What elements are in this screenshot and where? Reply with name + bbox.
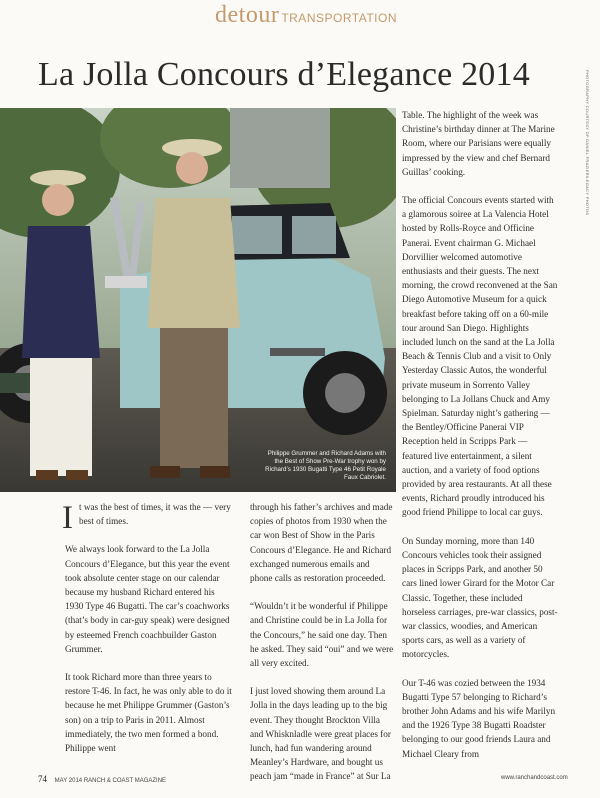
feature-photo	[0, 108, 396, 492]
section-header	[215, 2, 397, 29]
paragraph: “Wouldn’t it be wonderful if Philippe and Christine could be in La Jolla for the Concours,” he said one day. Then he asked. They said “oui” and we were all very excited.	[250, 601, 394, 669]
paragraph: I just loved showing them around La Jolla in the days leading up to the big event. They thought Brockton Villa and Whisknladle were great places for lunch, had fun wandering around Meanley’s Hardware, and bought us peach jam “made in France” at Sur La	[250, 686, 391, 782]
page-footer	[38, 774, 166, 784]
photo-caption: Philippe Grummer and Richard Adams with the Best of Show Pre-War trophy won by Richard’s 1930 Bugatti Type 46 Petit Royale Faux Cabriolet.	[265, 450, 386, 481]
footer-url: www.ranchandcoast.com	[501, 775, 568, 781]
section-name: detour	[215, 2, 280, 28]
article-column-1	[62, 500, 233, 769]
article-column-3	[402, 108, 558, 775]
drop-cap: I	[62, 500, 73, 536]
paragraph-text: t was the best of times, it was the — very best of times.	[79, 502, 231, 527]
paragraph: through his father’s archives and made copies of photos from 1930 when the car won Best of Show in the Paris Concours d’Elegance. He and Richard exchanged numerous emails and phone calls as restoration proceeded.	[250, 502, 393, 584]
paragraph: Our T-46 was cozied between the 1934 Bugatti Type 57 belonging to Richard’s brother John Adams and his wife Marilyn and the 1926 Type 38 Bugatti Roadster belonging to our good friends Laura and Michael Cleary from	[402, 677, 556, 759]
issue-date: MAY 2014	[54, 778, 83, 784]
paragraph	[62, 500, 233, 536]
paragraph: On Sunday morning, more than 140 Concours vehicles took their assigned places in Scripps Park, and another 50 cars lined lower Girard for the Motor Car Classic. Together, these included horseless carriages, pre-war classics, post-war classics, woodies, and American sports cars, as well as a variety of motorcycles.	[402, 535, 558, 660]
paragraph: We always look forward to the La Jolla Concours d’Elegance, but this year the event took absolute center stage on our calendar because my husband Richard entered his 1930 Type 46 Bugatti. The car’s coachworks (that’s body in car-guy speak) were designed by esteemed French coachbuilder Gaston Grummer.	[65, 544, 230, 654]
page-number: 74	[38, 774, 47, 784]
paragraph: It took Richard more than three years to restore T-46. In fact, he was only able to do it because he met Philippe Grummer (Gaston’s son) on a trip to Paris in 2011. Almost immediately, the two men formed a bond. Philippe went	[65, 672, 232, 754]
magazine-name: RANCH & COAST MAGAZINE	[83, 778, 167, 784]
paragraph: The official Concours events started with a glamorous soiree at La Valencia Hotel hosted by Rolls-Royce and Officine Panerai. Event chairman G. Michael Dorvillier welcomed automotive enthusiasts and their guests. The next morning, the crowd reconvened at the San Diego Automotive Museum for a quick breakfast before taking off on a 60-mile tour around San Diego. Highlights included lunch on the sand at the La Jolla Beach & Tennis Club and a visit to Only Yesterday Classic Autos, the wonderful private museum in Sorrento Valley belonging to La Jollans Chuck and Amy Spielman. Saturday night’s gathering — the Bentley/Officine Panerai VIP Reception held in Scripps Park — featured live entertainment, a silent auction, and a variety of food options provided by area restaurants. At all these events, Richard proudly introduced his good friend Philippe to local car guys.	[402, 195, 558, 518]
photo-credit: PHOTOGRAPHY COURTESY OF DANIEL FRAZIER/LEGACY PHOTOS	[585, 70, 590, 216]
section-subtitle: TRANSPORTATION	[281, 11, 397, 25]
concours-photo-illustration	[0, 108, 396, 492]
article-title: La Jolla Concours d’Elegance 2014	[38, 56, 530, 93]
paragraph: Table. The highlight of the week was Christine’s birthday dinner at The Marine Room, where our Parisians were equally impressed by the view and chef Bernard Guillas’ cooking.	[402, 110, 555, 177]
article-column-2	[250, 500, 394, 798]
